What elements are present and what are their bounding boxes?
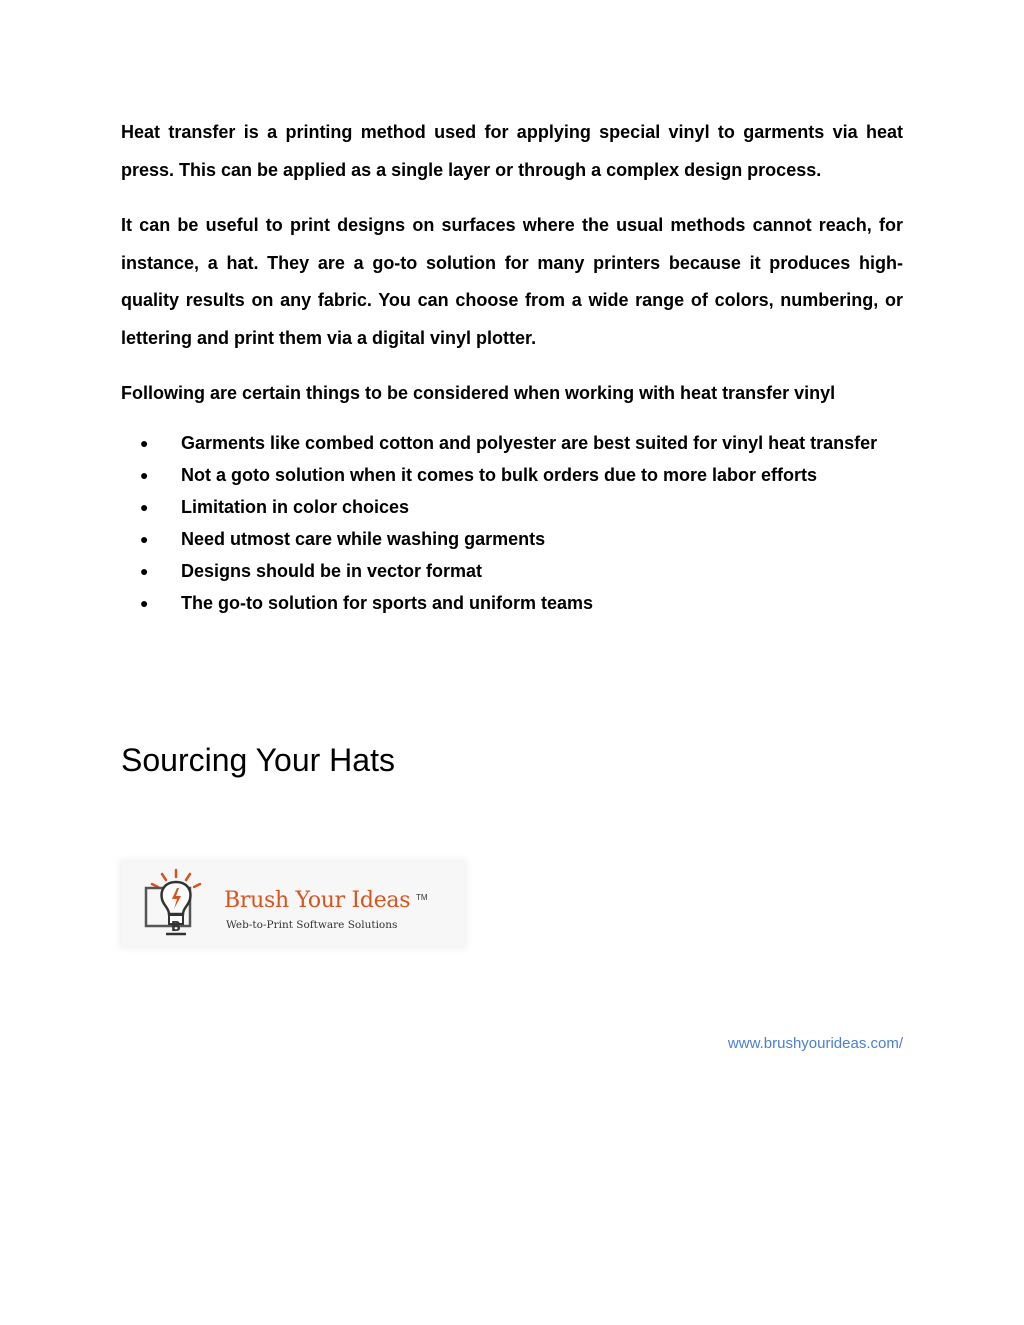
logo-wordmark: Brush Your Ideas — [224, 888, 411, 913]
bullet-icon: ● — [140, 530, 149, 547]
bullet-icon: ● — [140, 498, 149, 515]
lightbulb-monitor-icon — [140, 868, 216, 940]
considerations-list — [121, 427, 903, 619]
brush-your-ideas-logo — [122, 862, 464, 946]
document-body — [121, 114, 903, 623]
list-item: ● Need utmost care while washing garments — [121, 523, 903, 555]
list-item: ● Limitation in color choices — [121, 491, 903, 523]
paragraph-considerations: Following are certain things to be considered when working with heat transfer vinyl — [121, 383, 836, 403]
list-item: ● Garments like combed cotton and polyester are best suited for vinyl heat transfer — [121, 427, 903, 459]
paragraph-intro: Heat transfer is a printing method used for applying special vinyl to garments via heat press. This can be applied as a single layer or through a complex design process. — [121, 122, 903, 180]
bullet-icon: ● — [140, 466, 149, 483]
bullet-icon: ● — [140, 594, 149, 611]
list-item: ● Designs should be in vector format — [121, 555, 903, 587]
trademark-mark: TM — [416, 893, 428, 902]
bullet-icon: ● — [140, 434, 149, 451]
logo-tagline: Web-to-Print Software Solutions — [226, 919, 398, 931]
list-item: ● The go-to solution for sports and uniform teams — [121, 587, 903, 619]
paragraph-usage: It can be useful to print designs on surfaces where the usual methods cannot reach, for instance, a hat. They are a go-to solution for many printers because it produces high-quality results on any fabric. You can choose from a wide range of colors, numbering, or lettering and print them via a digital vinyl plotter. — [121, 215, 903, 348]
list-item: ● Not a goto solution when it comes to bulk orders due to more labor efforts — [121, 459, 903, 491]
bullet-icon: ● — [140, 562, 149, 579]
website-link[interactable]: www.brushyourideas.com/ — [727, 1035, 903, 1052]
section-heading: Sourcing Your Hats — [121, 742, 395, 778]
svg-text:B: B — [171, 920, 181, 935]
